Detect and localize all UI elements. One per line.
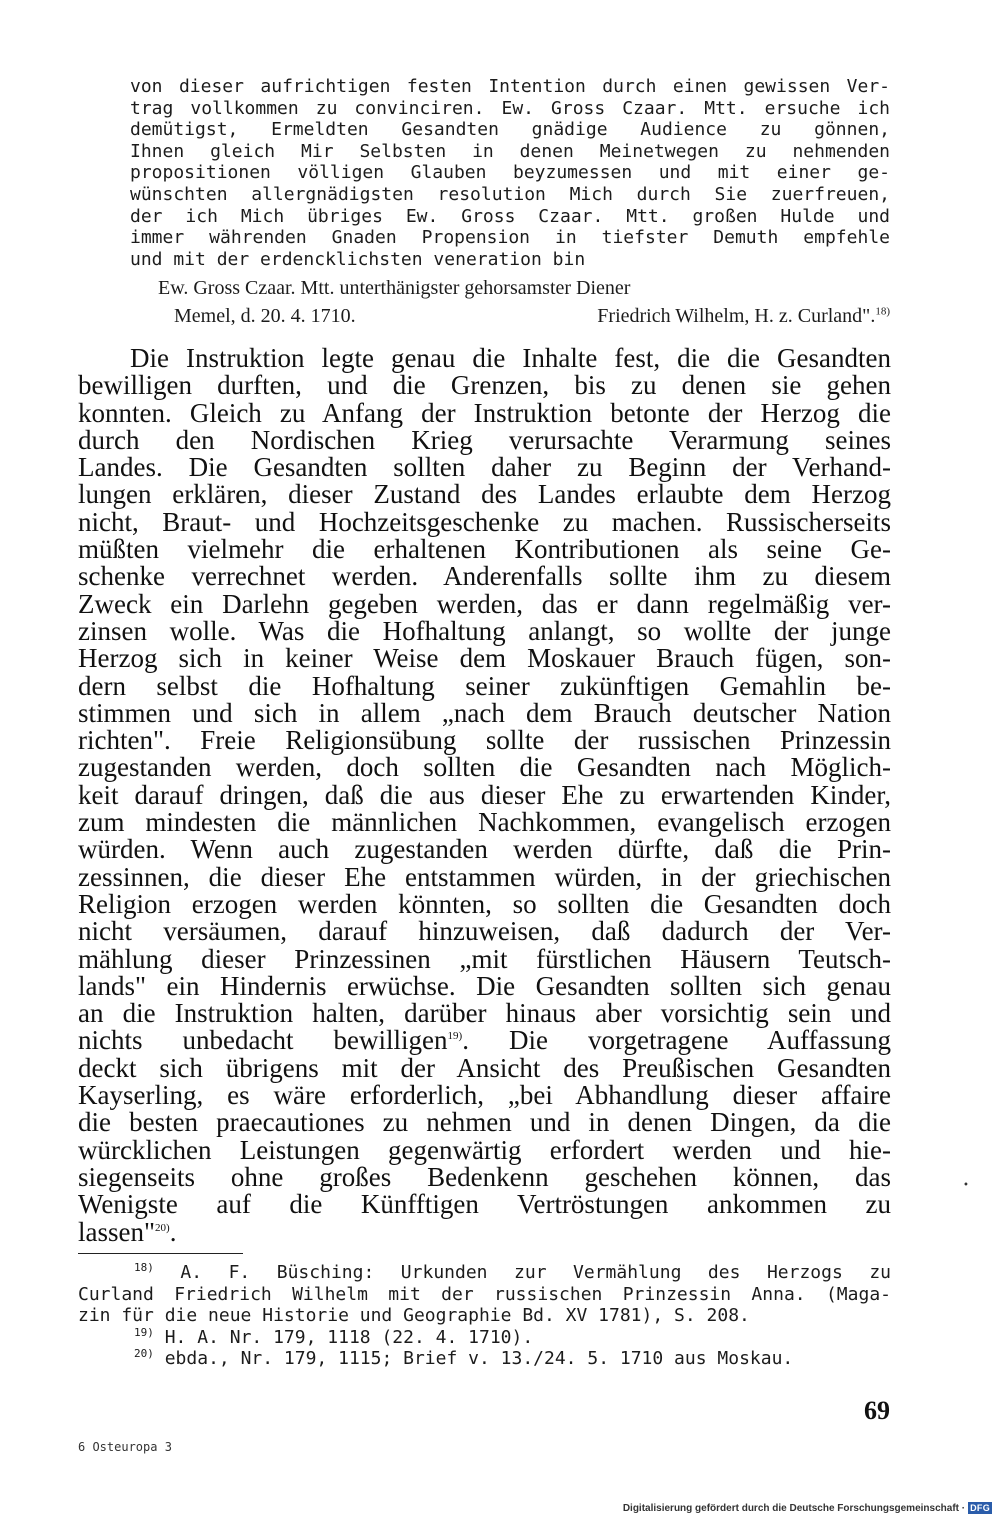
footnote-text: H. A. Nr. 179, 1118 (22. 4. 1710).: [164, 1326, 534, 1348]
quoted-letter: [130, 76, 890, 330]
body-line: zessinnen, die dieser Ehe entstammen würden, in der griechischen: [78, 861, 891, 892]
letter-line: und mit der erdencklichsten veneration bin: [130, 248, 586, 270]
footnote-20: [78, 1348, 891, 1370]
body-line: dern selbst die Hofhaltung seiner zukünftigen Gemahlin be-: [78, 670, 891, 701]
body-line: Wenigste auf die Künfftigen Vertröstungen ankommen zu: [78, 1189, 891, 1220]
body-line: Zweck ein Darlehn gegeben werden, das er dann regelmäßig ver-: [78, 588, 891, 619]
footnotes: [78, 1262, 891, 1370]
body-line-segment: lassen": [78, 1216, 156, 1247]
footnote-19: [78, 1327, 891, 1349]
footnote-marker: 20): [134, 1347, 154, 1360]
body-line: stimmen und sich in allem „nach dem Brauch deutscher Nation: [78, 697, 891, 728]
body-line: Kayserling, es wäre erforderlich, „bei Abhandlung dieser affaire: [78, 1080, 891, 1111]
footnote-text: A. F. Büsching: Urkunden zur Vermählung des Herzogs zu: [180, 1262, 891, 1283]
letter-signature-line: Ew. Gross Czaar. Mtt. unterthänigster gehorsamster Diener: [158, 277, 631, 300]
digitization-credit-text: Digitalisierung gefördert durch die Deutsche Forschungsgemeinschaft ·: [622, 1502, 966, 1514]
body-line: Religion erzogen werden könnten, so sollten die Gesandten doch: [78, 888, 891, 919]
body-line: an die Instruktion halten, darüber hinaus aber vorsichtig sein und: [78, 998, 891, 1029]
footnote-text: ebda., Nr. 179, 1115; Brief v. 13./24. 5. 1710 aus Moskau.: [164, 1348, 794, 1369]
footnote-marker: 19): [134, 1325, 154, 1339]
body-line: lungen erklären, dieser Zustand des Landes erlaubte dem Herzog: [78, 479, 891, 510]
footnote-line: Curland Friedrich Wilhelm mit der russischen Prinzessin Anna. (Maga-: [78, 1283, 891, 1305]
body-line: richten". Freie Religionsübung sollte der russischen Prinzessin: [78, 725, 891, 756]
footnote-18: [78, 1262, 891, 1284]
letter-place-date: Memel, d. 20. 4. 1710.: [174, 305, 356, 328]
body-line: zum mindesten die männlichen Nachkommen, evangelisch erzogen: [78, 807, 891, 838]
body-line: nicht, Braut- und Hochzeitsgeschenke zu machen. Russischerseits: [78, 506, 891, 537]
letter-line: trag vollkommen zu convinciren. Ew. Gross Czaar. Mtt. ersuche ich: [130, 97, 890, 119]
printer-signature-mark: 6 Osteuropa 3: [78, 1440, 172, 1454]
body-line: die besten praecautiones zu nehmen und in denen Dingen, da die: [78, 1107, 891, 1138]
body-line: konnten. Gleich zu Anfang der Instruktion betonte der Herzog die: [78, 397, 891, 428]
letter-place-signer-row: [130, 302, 890, 330]
body-line-segment: . Die vorgetragene Auffassung: [462, 1025, 891, 1056]
letter-line: demütigst, Ermeldten Gesandten gnädige Audience zu gönnen,: [130, 119, 890, 141]
body-line-segment: .: [169, 1216, 177, 1247]
footnote-marker: 18): [134, 1261, 154, 1274]
body-line: schenke verrechnet werden. Anderenfalls sollte ihm zu diesem: [78, 561, 891, 592]
body-line: würcklichen Leistungen gegenwärtig erfordert werden und hie-: [78, 1134, 891, 1165]
body-line: keit darauf dringen, daß die aus dieser Ehe zu erwartenden Kinder,: [78, 779, 891, 810]
footnote-ref-18: 18): [875, 305, 890, 318]
body-line: zinsen wolle. Was die Hofhaltung anlangt, so wollte der junge: [78, 615, 891, 646]
body-line-segment: nichts unbedacht bewilligen: [78, 1025, 448, 1056]
digitization-credit: [623, 1502, 992, 1514]
footnote-ref-20: 20): [155, 1221, 170, 1234]
letter-line: immer währenden Gnaden Propension in tiefster Demuth empfehle: [130, 227, 890, 249]
body-paragraph: [78, 345, 891, 1246]
page-number: 69: [864, 1396, 890, 1425]
body-line: siegenseits ohne großes Bedenkenn geschehen können, das: [78, 1161, 891, 1192]
body-line: nicht versäumen, darauf hinzuweisen, daß dadurch der Ver-: [78, 916, 891, 947]
body-line: würden. Wenn auch zugestanden werden dürfte, daß die Prin-: [78, 834, 891, 865]
footnote-line: zin für die neue Historie und Geographie Bd. XV 1781), S. 208.: [78, 1305, 750, 1326]
body-line: durch den Nordischen Krieg verursachte Verarmung seines: [78, 424, 891, 455]
letter-line: der ich Mich übriges Ew. Gross Czaar. Mtt. großen Hulde und: [130, 205, 890, 227]
scan-artifact-dot: •: [963, 1180, 969, 1191]
body-line-with-ref: [78, 1216, 891, 1247]
letter-line: von dieser aufrichtigen festen Intention durch einen gewissen Ver-: [130, 76, 890, 97]
letter-signer: [597, 302, 890, 330]
dfg-logo: DFG: [970, 1503, 990, 1513]
body-line: müßten vielmehr die erhaltenen Kontributionen als seine Ge-: [78, 534, 891, 565]
letter-signer-name: Friedrich Wilhelm, H. z. Curland".: [597, 305, 876, 328]
letter-line: Ihnen gleich Mir Selbsten in denen Meinetwegen zu nehmenden: [130, 140, 890, 162]
letter-line: propositionen völligen Glauben beyzumessen und mit einer ge-: [130, 162, 890, 184]
body-line: Landes. Die Gesandten sollten daher zu Beginn der Verhand-: [78, 452, 891, 483]
body-line: Die Instruktion legte genau die Inhalte fest, die die Gesandten: [130, 343, 891, 373]
body-line: deckt sich übrigens mit der Ansicht des Preußischen Gesandten: [78, 1052, 891, 1083]
footnote-divider: [78, 1253, 243, 1254]
body-line: zugestanden werden, doch sollten die Gesandten nach Möglich-: [78, 752, 891, 783]
body-line-with-ref: [78, 1027, 891, 1054]
footnote-ref-19: 19): [447, 1030, 463, 1043]
body-line: bewilligen durften, und die Grenzen, bis zu denen sie gehen: [78, 370, 891, 401]
body-line: mählung dieser Prinzessinen „mit fürstlichen Häusern Teutsch-: [78, 943, 891, 974]
body-line: lands" ein Hindernis erwüchse. Die Gesandten sollten sich genau: [78, 970, 891, 1001]
body-line: Herzog sich in keiner Weise dem Moskauer Brauch fügen, son-: [78, 643, 891, 674]
letter-line: wünschten allergnädigsten resolution Mich durch Sie zuerfreuen,: [130, 183, 890, 205]
